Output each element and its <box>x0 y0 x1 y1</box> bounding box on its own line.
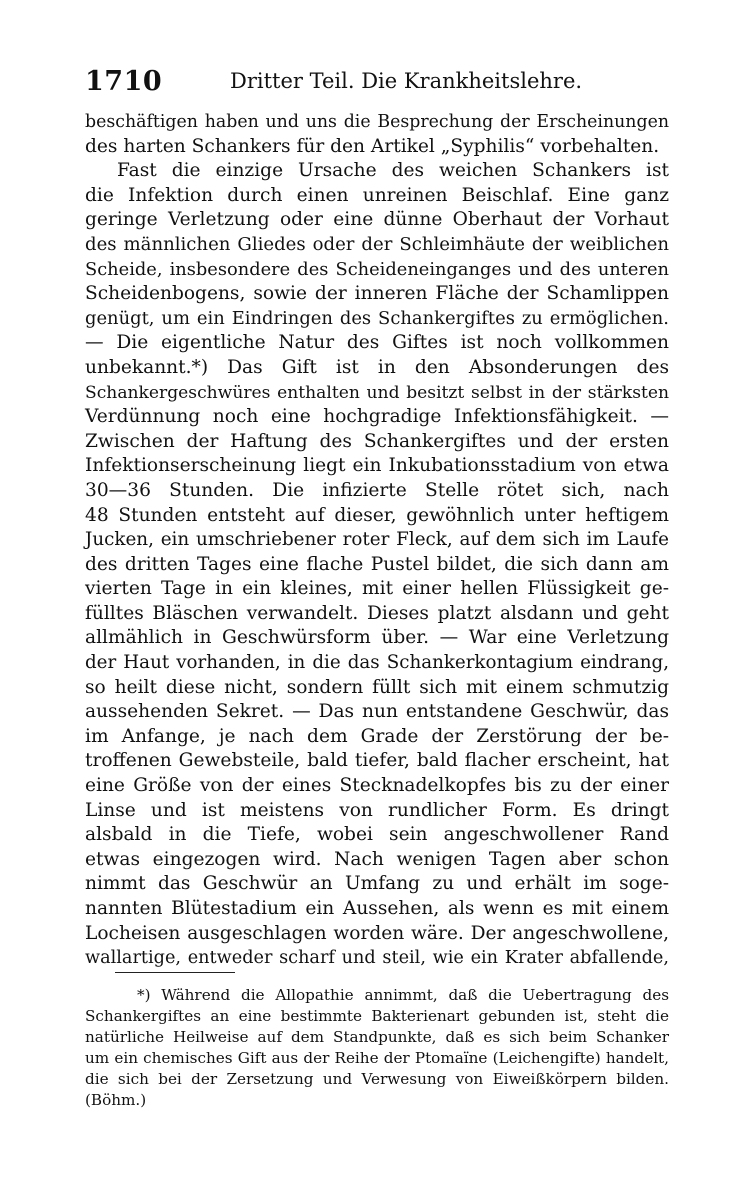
body-line: des männlichen Gliedes oder der Schleimhäute der weiblichen <box>85 233 669 255</box>
body-text <box>85 110 669 971</box>
footnote-line: *) Während die Allopathie annimmt, daß die Uebertragung des <box>137 986 669 1004</box>
body-line: Linse und ist meistens von rundlicher Form. Es dringt <box>85 799 669 821</box>
footnote <box>85 985 669 1112</box>
body-line: Scheidenbogens, sowie der inneren Fläche der Schamlippen <box>85 283 669 305</box>
body-line: 30—36 Stunden. Die infizierte Stelle rötet sich, nach <box>85 479 669 501</box>
running-head: Dritter Teil. Die Krankheitslehre. <box>230 69 583 93</box>
body-line: Verdünnung noch eine hochgradige Infektionsfähigkeit. — <box>85 406 669 428</box>
body-line: Schankergeschwüres enthalten und besitzt selbst in der stärksten <box>85 382 669 403</box>
body-line: Zwischen der Haftung des Schankergiftes und der ersten <box>85 430 669 452</box>
body-line: eine Größe von der eines Stecknadelkopfes bis zu der einer <box>85 775 669 797</box>
footnote-line: die sich bei der Zersetzung und Verwesung von Eiweißkörpern bilden. <box>85 1070 669 1089</box>
body-line: Locheisen ausgeschlagen worden wäre. Der angeschwollene, <box>85 922 669 944</box>
body-line: allmählich in Geschwürsform über. — War eine Verletzung <box>85 627 669 649</box>
body-line: alsbald in die Tiefe, wobei sein angeschwollener Rand <box>85 824 669 846</box>
body-line: vierten Tage in ein kleines, mit einer hellen Flüssigkeit ge- <box>85 578 669 600</box>
body-line: troffenen Gewebsteile, bald tiefer, bald flacher erscheint, hat <box>85 750 669 772</box>
page-number: 1710 <box>85 66 163 97</box>
footnote-line: Schankergiftes an eine bestimmte Bakterienart gebunden ist, steht die <box>85 1007 669 1026</box>
body-line: unbekannt.*) Das Gift ist in den Absonderungen des <box>85 356 669 378</box>
body-line: Scheide, insbesondere des Scheideneinganges und des unteren <box>85 258 669 280</box>
body-line: der Haut vorhanden, in die das Schankerkontagium eindrang, <box>85 652 669 674</box>
body-line: des harten Schankers für den Artikel „Syphilis“ vorbehalten. <box>85 135 660 157</box>
footnote-line: natürliche Heilweise auf dem Standpunkte, daß es sich beim Schanker <box>85 1028 669 1047</box>
body-line: des dritten Tages eine flache Pustel bildet, die sich dann am <box>85 553 669 575</box>
body-line: genügt, um ein Eindringen des Schankergiftes zu ermöglichen. <box>85 307 669 329</box>
body-line: 48 Stunden entsteht auf dieser, gewöhnlich unter heftigem <box>85 504 669 526</box>
footnote-line: (Böhm.) <box>85 1091 147 1110</box>
body-line: beschäftigen haben und uns die Besprechung der Erscheinungen <box>85 112 669 132</box>
body-line: geringe Verletzung oder eine dünne Oberhaut der Vorhaut <box>85 209 669 231</box>
body-line: aussehenden Sekret. — Das nun entstandene Geschwür, das <box>85 701 669 723</box>
footnote-rule <box>115 972 235 973</box>
body-line: Fast die einzige Ursache des weichen Schankers ist <box>117 160 669 182</box>
body-line: im Anfange, je nach dem Grade der Zerstörung der be- <box>85 725 669 747</box>
body-line: wallartige, entweder scharf und steil, wie ein Krater abfallende, <box>85 948 669 969</box>
body-line: die Infektion durch einen unreinen Beischlaf. Eine ganz <box>85 184 669 206</box>
page-header <box>85 62 670 98</box>
body-line: so heilt diese nicht, sondern füllt sich mit einem schmutzig <box>85 676 669 698</box>
body-line: fülltes Bläschen verwandelt. Dieses platzt alsdann und geht <box>85 602 669 624</box>
body-line: nannten Blütestadium ein Aussehen, als wenn es mit einem <box>85 898 669 919</box>
body-line: Jucken, ein umschriebener roter Fleck, auf dem sich im Laufe <box>85 529 669 551</box>
footnote-line: um ein chemisches Gift aus der Reihe der Ptomaïne (Leichengifte) handelt, <box>85 1049 669 1068</box>
body-line: nimmt das Geschwür an Umfang zu und erhält im soge- <box>85 873 669 895</box>
body-line: etwas eingezogen wird. Nach wenigen Tagen aber schon <box>85 848 669 870</box>
body-line: — Die eigentliche Natur des Giftes ist noch vollkommen <box>85 332 669 354</box>
body-line: Infektionserscheinung liegt ein Inkubationsstadium von etwa <box>85 455 669 477</box>
